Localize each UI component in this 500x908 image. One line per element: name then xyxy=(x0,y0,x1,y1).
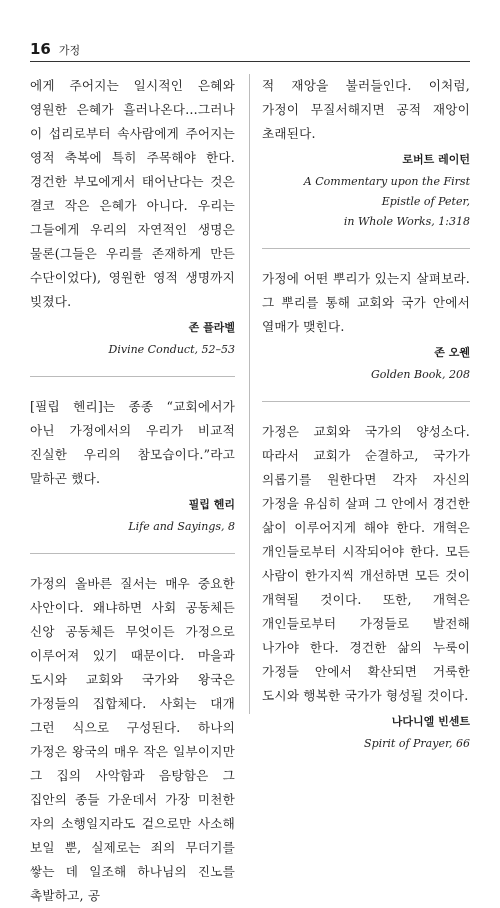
quote-author: 존 플라벨 xyxy=(188,321,235,334)
quote-source: Life and Sayings, 8 xyxy=(128,520,235,533)
quote-source-line-2: in Whole Works, 1:318 xyxy=(343,215,470,228)
quote-text: 적 재앙을 불러들인다. 이처럼, 가정이 무질서해지면 공적 재앙이 초래된다. xyxy=(262,78,470,141)
quote-separator xyxy=(30,376,235,377)
quote-text: 가정의 올바른 질서는 매우 중요한 사안이다. 왜냐하면 사회 공동체든 신앙 공동체든 무엇이든 가정으로 이루어져 있기 때문이다. 마을과 도시와 교회와 국가와 왕국은 가정들의 집합체다. 사회는 대개 그런 식으로 구성된다. 하나의 가정은 왕국의 매우 작은 일부이지만 그 집의 사악함과 음탕함은 그 집안의 종들 가운데서 가장 미천한 자의 소행일지라도 겉으로만 사소해 보일 뿐, 실제로는 죄의 무더기를 쌓는 데 일조해 하나님의 진노를 촉발하고, 공 xyxy=(30,576,235,903)
quote-source: Spirit of Prayer, 66 xyxy=(364,737,470,750)
quote-source: Divine Conduct, 52–53 xyxy=(108,343,235,356)
quote-separator xyxy=(30,553,235,554)
left-column xyxy=(30,74,235,908)
quote-flavel xyxy=(30,74,235,360)
column-divider xyxy=(249,74,250,714)
quote-text: [필립 헨리]는 종종 “교회에서가 아닌 가정에서의 우리가 비교적 진실한 우리의 참모습이다.”라고 말하곤 했다. xyxy=(30,399,235,486)
quote-text: 가정에 어떤 뿌리가 있는지 살펴보라. 그 뿌리를 통해 교회와 국가 안에서 열매가 맺힌다. xyxy=(262,271,470,334)
quote-author: 나다니엘 빈센트 xyxy=(391,715,470,728)
quote-source-line-1: A Commentary upon the First Epistle of Peter, xyxy=(303,175,470,208)
quote-author: 로버트 레이턴 xyxy=(402,153,470,166)
quote-separator xyxy=(262,248,470,249)
quote-text: 가정은 교회와 국가의 양성소다. 따라서 교회가 순결하고, 국가가 의롭기를 원한다면 각자 자신의 가정을 유심히 살펴 그 안에서 경건한 삶이 이루어지게 해야 한다. 개혁은 개인들로부터 시작되어야 한다. 모든 사람이 한가지씩 개선하면 모든 것이 개혁될 것이다. 또한, 개혁은 개인들로부터 가정들로 발전해 나가야 한다. 경건한 삶의 누룩이 가정들 안에서 확산되면 거룩한 도시와 행복한 국가가 형성될 것이다. xyxy=(262,424,470,703)
quote-owen xyxy=(262,267,470,385)
quote-henry xyxy=(30,395,235,537)
quote-leighton-end xyxy=(262,74,470,232)
quote-source: Golden Book, 208 xyxy=(370,368,470,381)
quote-vincent xyxy=(262,420,470,754)
page-number: 16 xyxy=(30,40,51,58)
page-header xyxy=(30,38,470,62)
running-title: 가정 xyxy=(58,43,81,57)
quote-author: 필립 헨리 xyxy=(188,498,235,511)
right-column xyxy=(262,74,470,754)
quote-text: 에게 주어지는 일시적인 은혜와 영원한 은혜가 흘러나온다…그러나 이 섭리로부터 속사람에게 주어지는 영적 축복에 특히 주목해야 한다. 경건한 부모에게서 태어난다는 것은 결코 작은 은혜가 아니다. 우리는 그들에게 우리의 자연적인 생명은 물론(그들은 우리를 존재하게 만든 수단이었다), 영원한 영적 생명까지 빚졌다. xyxy=(30,78,235,309)
quote-leighton-start xyxy=(30,572,235,908)
quote-author: 존 오웬 xyxy=(434,346,470,359)
quote-separator xyxy=(262,401,470,402)
